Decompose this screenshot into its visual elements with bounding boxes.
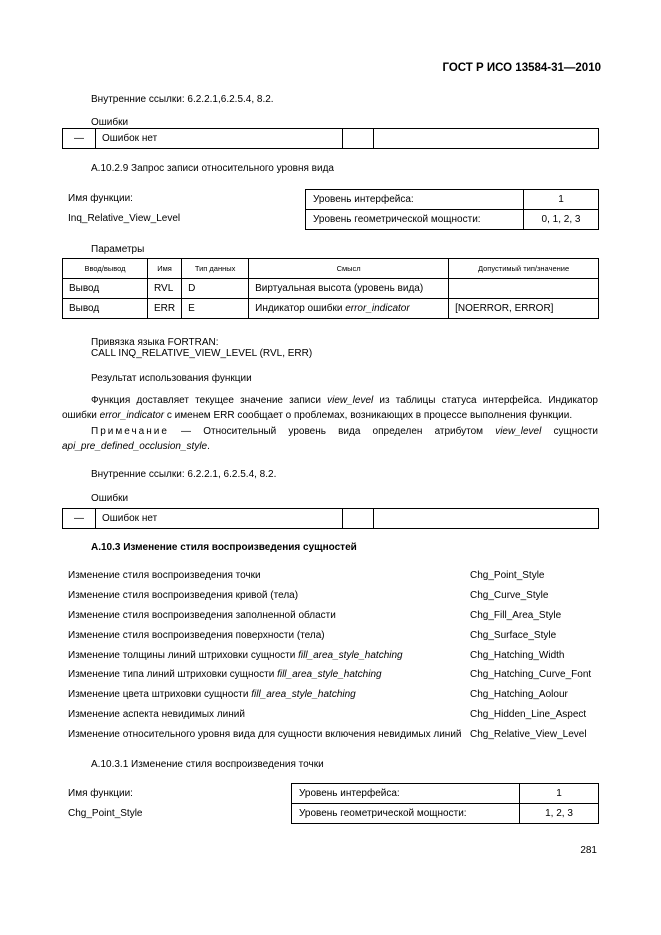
params-cell: ERR [148, 299, 182, 319]
params-cell: Виртуальная высота (уровень вида) [249, 279, 449, 299]
errors-table-2 [62, 508, 599, 529]
function-desc: Изменение цвета штриховки сущности fill_area_style_hatching [68, 689, 356, 701]
params-cell: [NOERROR, ERROR] [449, 299, 599, 319]
function-list [68, 570, 598, 749]
function-desc: Изменение стиля воспроизведения заполненной области [68, 609, 336, 621]
function-code: Chg_Relative_View_Level [470, 729, 587, 741]
table-row [63, 299, 599, 319]
list-item [68, 669, 598, 689]
params-cell-italic: error_indicator [345, 303, 410, 314]
function-code: Chg_Surface_Style [470, 629, 557, 641]
note-paragraph [62, 424, 598, 454]
italic-text: api_pre_defined_occlusion_style [62, 441, 208, 452]
level-table-2 [291, 783, 599, 824]
text: . [207, 441, 210, 452]
params-table [62, 258, 599, 319]
params-label: Параметры [91, 244, 145, 255]
func-name-label-2: Имя функции: [68, 788, 133, 799]
italic-text: view_level [327, 395, 374, 406]
function-desc: Изменение стиля воспроизведения точки [68, 570, 261, 581]
section-title-a10-3: А.10.3 Изменение стиля воспроизведения сущностей [91, 542, 357, 553]
text: Функция доставляет текущее значение записи [91, 395, 328, 406]
interface-level-label: Уровень интерфейса: [306, 190, 524, 210]
result-label: Результат использования функции [91, 373, 252, 384]
level-table-1 [305, 189, 599, 230]
params-cell [249, 299, 449, 319]
errors-dash: — [63, 509, 96, 529]
list-item [68, 709, 598, 729]
errors-text: Ошибок нет [96, 129, 343, 149]
section-title-a10-2-9: А.10.2.9 Запрос записи относительного уровня вида [91, 163, 334, 174]
text: — Относительный уровень вида определен атрибутом [168, 426, 496, 437]
params-cell: Вывод [63, 299, 148, 319]
params-header: Ввод/вывод [63, 259, 148, 279]
func-name: Inq_Relative_View_Level [68, 213, 181, 224]
page-number: 281 [580, 845, 597, 856]
note-label: Примечание [91, 426, 169, 437]
function-desc: Изменение стиля воспроизведения поверхности (тела) [68, 629, 325, 641]
interface-level-value: 1 [520, 784, 599, 804]
params-cell-text: Индикатор ошибки [255, 303, 346, 314]
function-desc: Изменение типа линий штриховки сущности fill_area_style_hatching [68, 669, 382, 681]
geom-power-label: Уровень геометрической мощности: [292, 804, 520, 824]
errors-empty-cell [374, 129, 599, 149]
errors-empty-cell [343, 509, 374, 529]
function-desc: Изменение относительного уровня вида для сущности включения невидимых линий [68, 729, 462, 741]
params-cell: E [182, 299, 249, 319]
text: с именем ERR сообщает о проблемах, возникающих в процессе выполнения функции. [164, 410, 573, 421]
function-code: Chg_Hatching_Width [470, 649, 565, 661]
text: из таблицы статуса интерфейса. Индикатор ошибки [62, 395, 598, 421]
page-header: ГОСТ Р ИСО 13584-31—2010 [442, 62, 601, 74]
list-item [68, 610, 598, 630]
params-cell: Вывод [63, 279, 148, 299]
function-code: Chg_Fill_Area_Style [470, 609, 562, 621]
internal-refs-2: Внутренние ссылки: 6.2.2.1, 6.2.5.4, 8.2. [91, 469, 277, 480]
interface-level-label: Уровень интерфейса: [292, 784, 520, 804]
function-code: Chg_Point_Style [470, 570, 545, 581]
errors-empty-cell [343, 129, 374, 149]
errors-label-2: Ошибки [91, 493, 129, 504]
params-cell: D [182, 279, 249, 299]
func-name-2: Chg_Point_Style [68, 808, 143, 819]
function-code: Chg_Hidden_Line_Aspect [470, 709, 587, 721]
geom-power-label: Уровень геометрической мощности: [306, 210, 524, 230]
function-desc: Изменение стиля воспроизведения кривой (тела) [68, 589, 299, 601]
errors-label-1: Ошибки [91, 117, 129, 128]
function-code: Chg_Curve_Style [470, 589, 549, 601]
params-header: Допустимый тип/значение [449, 259, 599, 279]
fortran-call: CALL INQ_RELATIVE_VIEW_LEVEL (RVL, ERR) [91, 348, 313, 359]
geom-power-value: 0, 1, 2, 3 [524, 210, 599, 230]
text: сущности [541, 426, 598, 437]
params-header: Смысл [249, 259, 449, 279]
params-cell [449, 279, 599, 299]
list-item [68, 590, 598, 610]
list-item [68, 650, 598, 670]
errors-empty-cell [374, 509, 599, 529]
errors-text: Ошибок нет [96, 509, 343, 529]
fortran-label: Привязка языка FORTRAN: [91, 337, 219, 348]
italic-text: error_indicator [99, 410, 165, 421]
geom-power-value: 1, 2, 3 [520, 804, 599, 824]
table-row [63, 279, 599, 299]
errors-dash: — [63, 129, 96, 149]
params-header: Имя [148, 259, 182, 279]
function-desc: Изменение толщины линий штриховки сущности fill_area_style_hatching [68, 649, 403, 661]
italic-text: view_level [495, 426, 542, 437]
interface-level-value: 1 [524, 190, 599, 210]
function-code: Chg_Hatching_Aolour [470, 689, 568, 701]
list-item [68, 689, 598, 709]
function-desc: Изменение аспекта невидимых линий [68, 709, 245, 721]
internal-refs-1: Внутренние ссылки: 6.2.2.1,6.2.5.4, 8.2. [91, 94, 274, 105]
list-item [68, 570, 598, 590]
params-header: Тип данных [182, 259, 249, 279]
function-code: Chg_Hatching_Curve_Font [470, 669, 592, 681]
list-item [68, 630, 598, 650]
section-title-a10-3-1: А.10.3.1 Изменение стиля воспроизведения точки [91, 759, 324, 770]
errors-table-1 [62, 128, 599, 149]
params-cell: RVL [148, 279, 182, 299]
result-paragraph [62, 393, 598, 423]
func-name-label: Имя функции: [68, 193, 133, 204]
list-item [68, 729, 598, 749]
